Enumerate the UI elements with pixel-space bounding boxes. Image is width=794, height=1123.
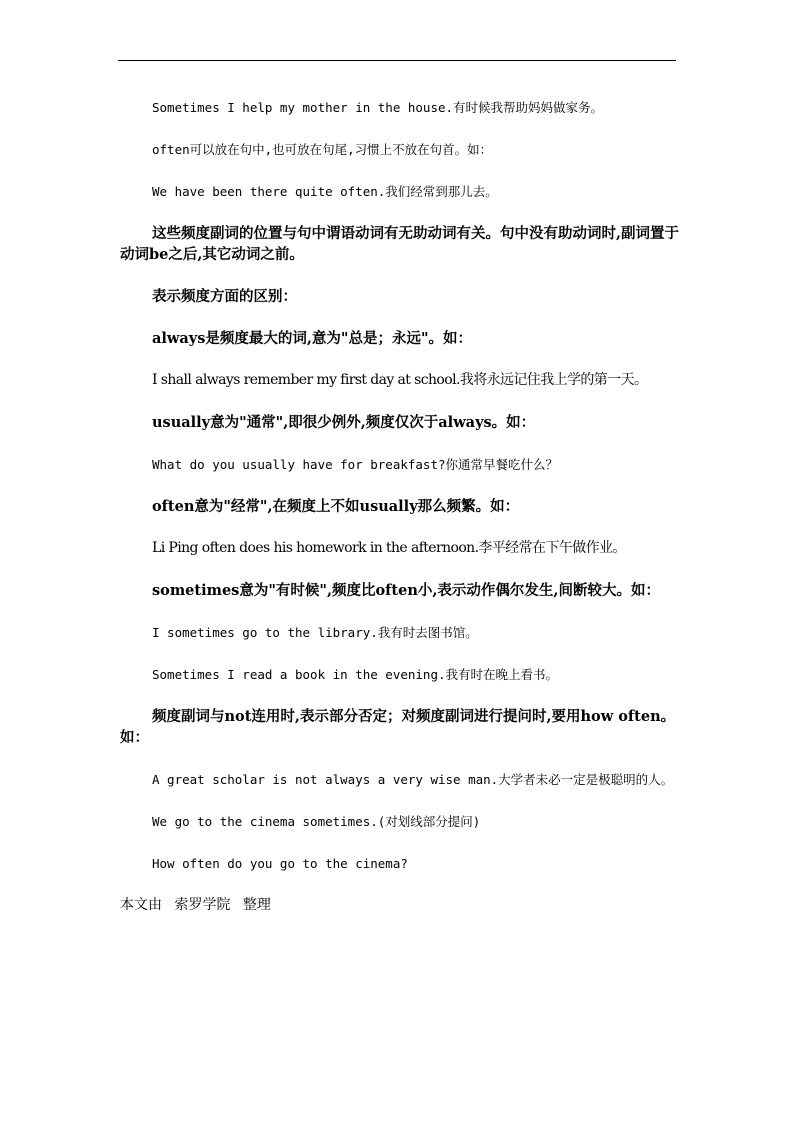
document-body <box>120 97 680 930</box>
example-sentence: We have been there quite often.我们经常到那儿去。 <box>152 184 498 199</box>
example-sentence: I sometimes go to the library.我有时去图书馆。 <box>152 625 478 640</box>
example-sentence: Sometimes I read a book in the evening.我有时在晚上看书。 <box>152 667 559 682</box>
bold-paragraph: often意为"经常",在频度上不如usually那么频繁。如： <box>152 498 520 515</box>
body-paragraph: often可以放在句中,也可放在句尾,习惯上不放在句首。如： <box>152 142 493 157</box>
bold-paragraph: always是频度最大的词,意为"总是；永远"。如： <box>152 330 473 347</box>
footer-credit: 本文由 索罗学院 整理 <box>120 897 271 913</box>
example-sentence: What do you usually have for breakfast?你通常早餐吃什么？ <box>152 457 559 472</box>
bold-paragraph: 频度副词与not连用时,表示部分否定；对频度副词进行提问时,要用how often。如： <box>120 708 676 746</box>
example-sentence: I shall always remember my first day at school.我将永远记住我上学的第一天。 <box>152 372 648 388</box>
bold-paragraph: usually意为"通常",即很少例外,频度仅次于always。如： <box>152 414 536 431</box>
example-sentence: We go to the cinema sometimes.(对划线部分提问) <box>152 814 481 829</box>
bold-paragraph: sometimes意为"有时候",频度比often小,表示动作偶尔发生,间断较大。如： <box>152 582 660 599</box>
bold-paragraph: 这些频度副词的位置与句中谓语动词有无助动词有关。句中没有助动词时,副词置于动词be之后,其它动词之前。 <box>120 225 680 263</box>
header-rule <box>118 60 676 61</box>
example-sentence: Sometimes I help my mother in the house.有时候我帮助妈妈做家务。 <box>152 100 604 115</box>
section-heading: 表示频度方面的区别： <box>152 288 297 305</box>
example-sentence: A great scholar is not always a very wise man.大学者未必一定是极聪明的人。 <box>152 772 674 787</box>
example-sentence: Li Ping often does his homework in the afternoon.李平经常在下午做作业。 <box>152 540 626 556</box>
example-sentence: How often do you go to the cinema? <box>152 856 408 871</box>
